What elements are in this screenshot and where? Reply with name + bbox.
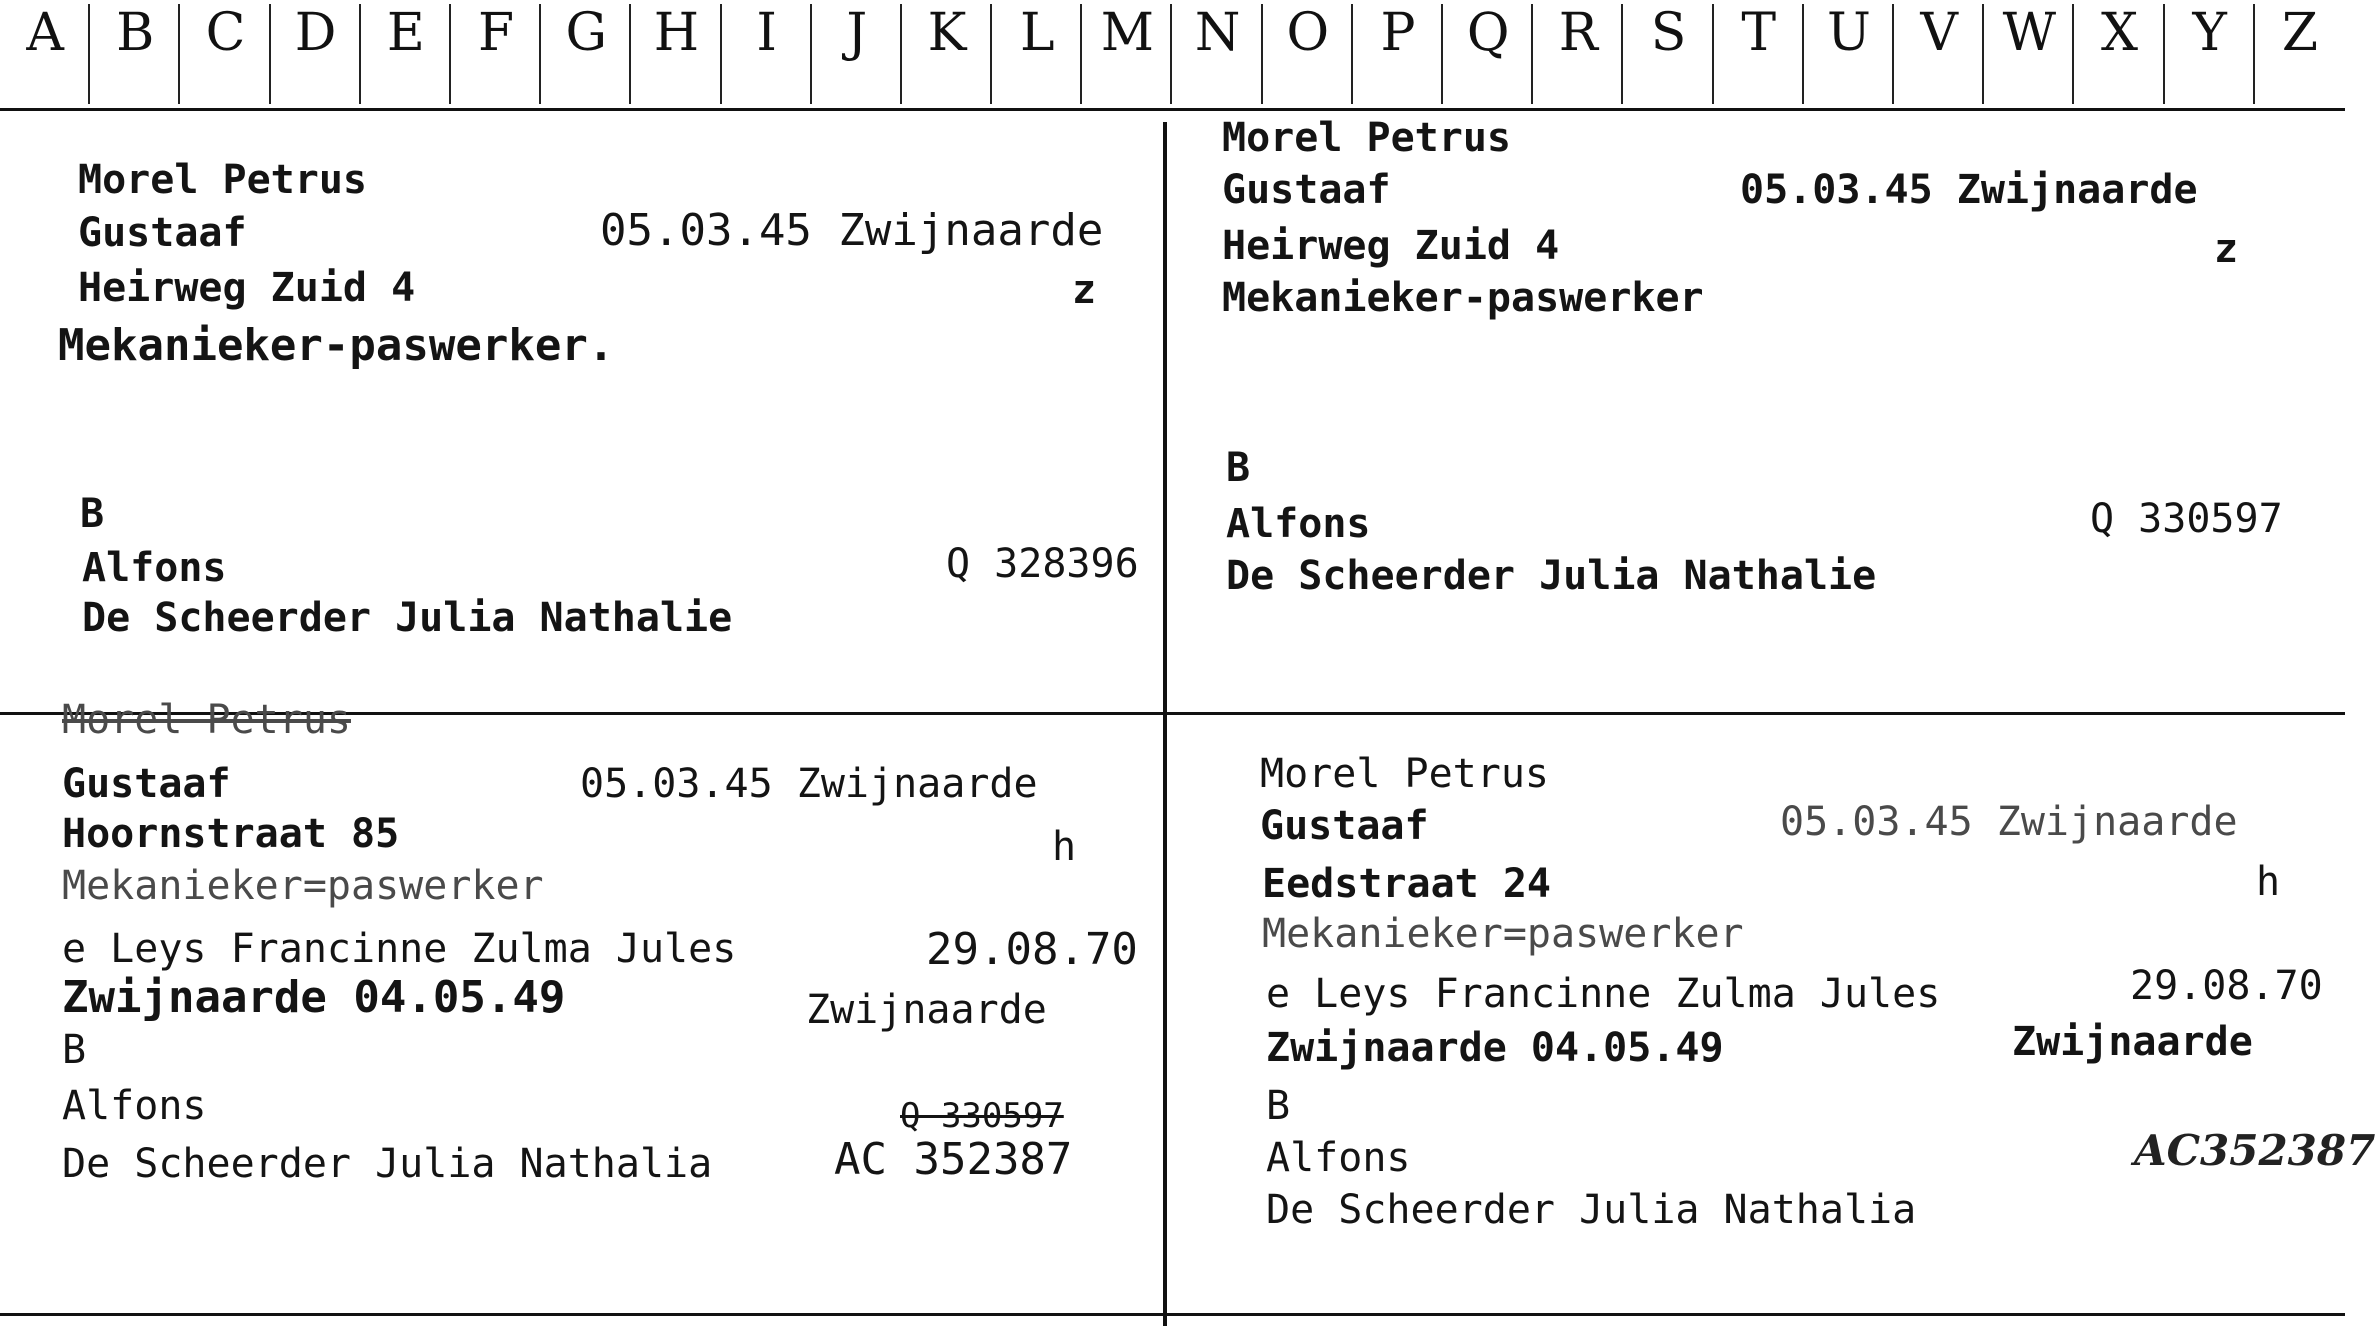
alphabet-letter-u: U — [1804, 0, 1894, 106]
card-occupation: Mekanieker-paswerker. — [58, 320, 615, 371]
card-second-name: Gustaaf — [1260, 803, 1429, 849]
card-code: z — [2214, 226, 2239, 272]
alphabet-letter-e: E — [361, 0, 451, 106]
card-birth: 05.03.45 Zwijnaarde — [1740, 167, 2198, 213]
card-code: h — [1052, 824, 1077, 870]
card-spouse-birth: Zwijnaarde 04.05.49 — [62, 972, 566, 1023]
alphabet-letter-k: K — [902, 0, 992, 106]
alphabet-letter-d: D — [271, 0, 361, 106]
alphabet-letter-l: L — [992, 0, 1082, 106]
card-address: Eedstraat 24 — [1262, 861, 1551, 907]
card-name: Morel Petrus — [1260, 751, 1549, 797]
card-birth: 05.03.45 Zwijnaarde — [600, 205, 1104, 256]
alphabet-letter-b: B — [90, 0, 180, 106]
card-mother: De Scheerder Julia Nathalie — [1226, 553, 1877, 599]
alphabet-letter-t: T — [1714, 0, 1804, 106]
card-occupation: Mekanieker=paswerker — [1262, 911, 1744, 957]
card-divider-bottom-right — [1167, 1313, 2345, 1316]
alphabet-letter-i: I — [722, 0, 812, 106]
alphabet-letter-q: Q — [1443, 0, 1533, 106]
card-father: Alfons — [82, 545, 227, 591]
card-name: Morel Petrus — [62, 697, 351, 743]
card-father: Alfons — [1266, 1135, 1411, 1181]
card-mother: De Scheerder Julia Nathalia — [1266, 1187, 1917, 1233]
card-spouse-birth: Zwijnaarde 04.05.49 — [1266, 1025, 1724, 1071]
card-mother: De Scheerder Julia Nathalie — [82, 595, 733, 641]
card-spouse: e Leys Francinne Zulma Jules — [1266, 971, 1941, 1017]
card-address: Heirweg Zuid 4 — [1222, 223, 1560, 269]
alphabet-letter-g: G — [541, 0, 631, 106]
card-name: Morel Petrus — [78, 157, 367, 203]
card-number: AC352387 — [2134, 1126, 2375, 1175]
card-second-name: Gustaaf — [62, 761, 231, 807]
card-birth: 05.03.45 Zwijnaarde — [580, 761, 1038, 807]
card-address: Heirweg Zuid 4 — [78, 265, 416, 311]
alphabet-letter-f: F — [451, 0, 541, 106]
alphabet-letter-w: W — [1984, 0, 2074, 106]
alphabet-letter-r: R — [1533, 0, 1623, 106]
card-marriage-date: 29.08.70 — [2130, 963, 2323, 1009]
card-divider-middle — [0, 712, 2345, 715]
card-second-name: Gustaaf — [78, 210, 247, 256]
card-code: z — [1072, 267, 1097, 313]
card-marriage-date: 29.08.70 — [926, 924, 1138, 975]
card-letter: B — [62, 1027, 87, 1073]
alphabet-letter-z: Z — [2281, 3, 2318, 63]
alphabet-letter-n: N — [1173, 0, 1263, 106]
alphabet-index-strip — [0, 0, 2345, 111]
alphabet-letter-c: C — [180, 0, 270, 106]
card-number: AC 352387 — [834, 1134, 1073, 1185]
card-occupation: Mekanieker=paswerker — [62, 863, 544, 909]
card-address: Hoornstraat 85 — [62, 811, 400, 857]
card-number: Q 328396 — [946, 541, 1139, 587]
alphabet-letter-h: H — [631, 0, 721, 106]
card-marriage-place: Zwijnaarde — [806, 987, 1047, 1033]
alphabet-letter-o: O — [1263, 0, 1353, 106]
alphabet-letter-m: M — [1082, 0, 1172, 106]
alphabet-letter-a: A — [0, 0, 90, 106]
card-old-number: Q 330597 — [900, 1096, 1064, 1136]
card-marriage-place: Zwijnaarde — [2012, 1019, 2253, 1065]
card-letter: B — [1266, 1083, 1291, 1129]
card-second-name: Gustaaf — [1222, 167, 1391, 213]
alphabet-letter-v: V — [1894, 0, 1984, 106]
card-name: Morel Petrus — [1222, 115, 1511, 161]
card-birth: 05.03.45 Zwijnaarde — [1780, 799, 2238, 845]
alphabet-letter-x: X — [2074, 0, 2164, 106]
card-letter: B — [80, 491, 105, 537]
alphabet-letter-p: P — [1353, 0, 1443, 106]
alphabet-letter-y: Y — [2165, 0, 2255, 106]
card-letter: B — [1226, 445, 1251, 491]
card-spouse: e Leys Francinne Zulma Jules — [62, 926, 737, 972]
card-father: Alfons — [62, 1083, 207, 1129]
card-divider-vertical — [1163, 122, 1167, 1326]
card-mother: De Scheerder Julia Nathalia — [62, 1141, 713, 1187]
card-occupation: Mekanieker-paswerker — [1222, 275, 1704, 321]
card-code: h — [2256, 859, 2281, 905]
alphabet-letter-j: J — [812, 0, 902, 106]
card-father: Alfons — [1226, 501, 1371, 547]
card-divider-bottom-left — [0, 1313, 1163, 1316]
card-number: Q 330597 — [2090, 496, 2283, 542]
alphabet-letter-s: S — [1623, 0, 1713, 106]
